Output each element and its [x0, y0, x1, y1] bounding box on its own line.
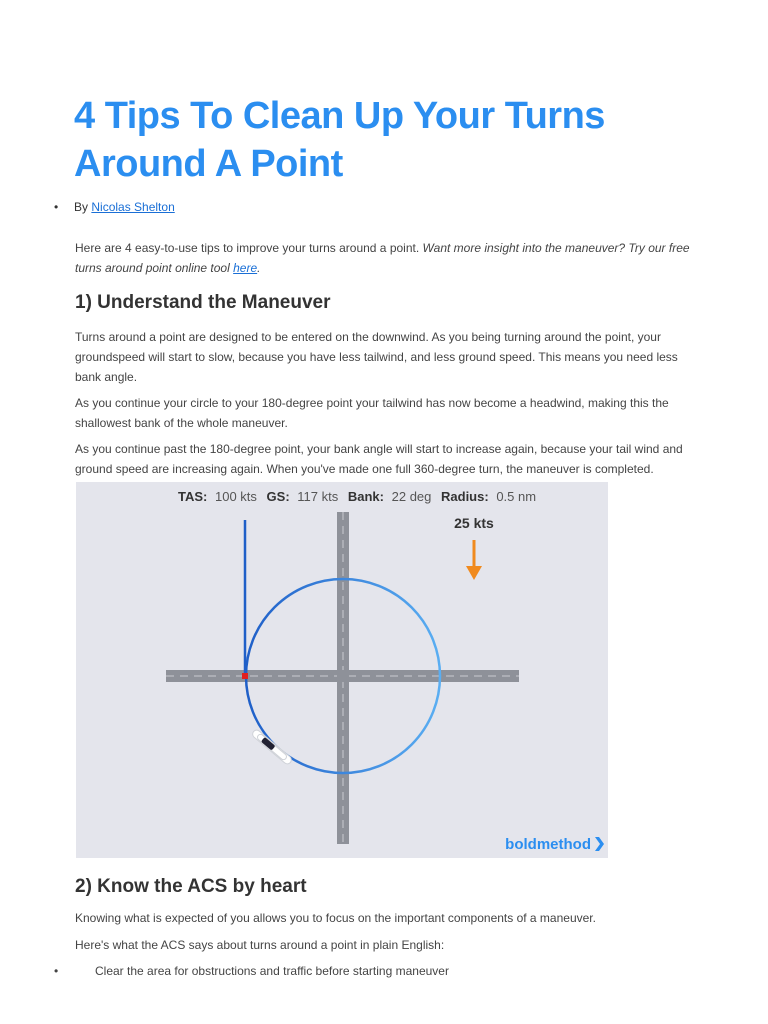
turns-around-point-diagram: [76, 482, 608, 858]
section2-heading: 2) Know the ACS by heart: [75, 876, 307, 897]
section2-paragraph-2: Here's what the ACS says about turns around a point in plain English:: [75, 938, 445, 952]
tas-label: TAS:: [178, 489, 208, 504]
section1-paragraph-2: As you continue your circle to your 180-degree point your tailwind has now become a headwind, making this the shallowest bank of the whole maneuver.: [75, 396, 669, 430]
list-item: [54, 964, 449, 978]
bullet-dot: •: [54, 200, 59, 214]
tas-value: 100 kts: [215, 489, 257, 504]
byline-prefix: By: [74, 200, 89, 214]
section1-paragraph-3: As you continue past the 180-degree point, your bank angle will start to increase again, because your tail wind and ground speed are increasing again. When you've made one full 360-degree turn, the maneuver is completed.: [75, 442, 683, 476]
intro-end: .: [257, 261, 261, 275]
wind-speed-label: 25 kts: [454, 515, 494, 531]
section2-paragraph-1: Knowing what is expected of you allows you to focus on the important components of a maneuver.: [75, 911, 596, 925]
section1-paragraph-1: Turns around a point are designed to be entered on the downwind. As you being turning around the point, your groundspeed will start to slow, because you have less tailwind, and less ground speed. This means you need less bank angle.: [75, 330, 678, 384]
bullet-dot: •: [54, 964, 59, 978]
radius-label: Radius:: [441, 489, 489, 504]
brand-logo-text: boldmethod: [505, 836, 591, 853]
bank-label: Bank:: [347, 489, 384, 504]
byline: [54, 200, 175, 214]
gs-value: 117 kts: [297, 489, 339, 504]
radius-value: 0.5 nm: [496, 489, 537, 504]
stats-readout: [178, 489, 536, 504]
article-title: 4 Tips To Clean Up Your Turns Around A Point: [74, 95, 605, 185]
intersection: [337, 670, 349, 682]
author-link[interactable]: Nicolas Shelton: [91, 200, 175, 214]
intro-text: Here are 4 easy-to-use tips to improve your turns around a point.: [75, 241, 420, 255]
list-item-text: Clear the area for obstructions and traffic before starting maneuver: [95, 964, 449, 978]
entry-point-marker: [242, 673, 248, 679]
section1-heading: 1) Understand the Maneuver: [75, 292, 331, 313]
tool-link[interactable]: here: [233, 261, 258, 275]
intro-italic-text: Want more insight into the maneuver? Try our free turns around point online tool: [75, 241, 690, 275]
intro-paragraph: [75, 238, 695, 278]
bank-value: 22 deg: [391, 489, 432, 504]
gs-label: GS:: [266, 489, 290, 504]
